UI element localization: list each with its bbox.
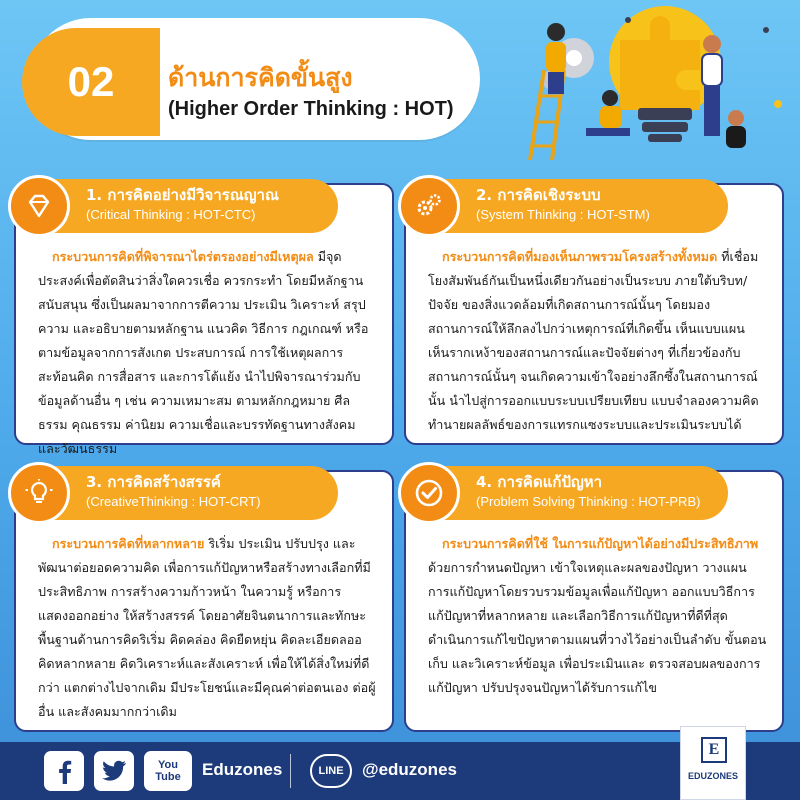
line-icon[interactable]: LINE	[310, 754, 352, 788]
card-highlight: กระบวนการคิดที่พิจารณาไตร่ตรองอย่างมีเหตุผล	[52, 249, 314, 264]
eduzones-logo	[680, 726, 746, 800]
twitter-link[interactable]	[94, 751, 134, 791]
card-title: 1. การคิดอย่างมีวิจารณญาณ	[86, 186, 279, 204]
facebook-icon	[53, 758, 75, 784]
card-subtitle: (Problem Solving Thinking : HOT-PRB)	[476, 494, 701, 509]
card-creative-thinking	[14, 470, 394, 732]
card-title: 2. การคิดเชิงระบบ	[476, 186, 601, 204]
card-body	[428, 245, 768, 437]
card-subtitle: (CreativeThinking : HOT-CRT)	[86, 494, 261, 509]
person-figure	[546, 23, 566, 94]
teamwork-illustration	[500, 0, 800, 168]
card-subtitle: (System Thinking : HOT-STM)	[476, 207, 650, 222]
gears-icon	[398, 175, 460, 237]
line-id: @eduzones	[362, 760, 457, 779]
lightbulb-icon	[8, 462, 70, 524]
logo-letter: E	[701, 737, 727, 763]
card-highlight: กระบวนการคิดที่ใช้ ในการแก้ปัญหาได้อย่างมีประสิทธิภาพ	[442, 536, 759, 551]
section-number: 02	[67, 58, 115, 105]
facebook-link[interactable]	[44, 751, 84, 791]
card-title: 3. การคิดสร้างสรรค์	[86, 473, 221, 491]
card-text: ริเริ่ม ประเมิน ปรับปรุง และพัฒนาต่อยอดความคิด เพื่อการแก้ปัญหาหรือสร้างทางเลือกที่มีประสิทธิภาพ การสร้างความก้าวหน้า ในความรู้ หรือการแสดงออกอย่าง ให้สร้างสรรค์ โดยอาศัยจินตนาการและทักษะพื้นฐานด้านการคิดริเริ่ม คิดคล่อง คิดยืดหยุ่น คิดละเอียดลออ คิดหลากหลาย คิดวิเคราะห์และสังเคราะห์ เพื่อให้ได้สิ่งใหม่ที่ดีกว่า แตกต่างไปจากเดิม มีประโยชน์และมีคุณค่าต่อตนเอง ต่อผู้อื่น และสังคมมากกว่าเดิม	[38, 536, 376, 719]
twitter-icon	[101, 760, 127, 782]
page-subtitle: (Higher Order Thinking : HOT)	[168, 98, 454, 120]
card-text: ที่เชื่อมโยงสัมพันธ์กันเป็นหนึ่งเดียวกันอย่างเป็นระบบ ภายใต้บริบท/ปัจจัย ของสิ่งแวดล้อมที่เกิดสถานการณ์นั้นๆ โดยมองสถานการณ์ให้ลึกลงไปกว่าเหตุการณ์ที่เกิดขึ้น เห็นแบบแผน เห็นรากเหง้าของสถานการณ์และปัจจัยต่างๆ ที่เกี่ยวข้องกับสถานการณ์นั้นๆ จนเกิดความเข้าใจอย่างลึกซึ้งในสถานการณ์นั้น นำไปสู่การออกแบบระบบเปรียบเทียบ แบบจำลองความคิด ทำนายผลลัพธ์ของการแทรกแซงระบบและประเมินระบบได้	[428, 249, 759, 432]
youtube-icon: You Tube	[155, 759, 181, 783]
card-problem-solving	[404, 470, 784, 732]
card-title: 4. การคิดแก้ปัญหา	[476, 473, 603, 491]
card-header	[398, 462, 728, 524]
card-header	[8, 462, 338, 524]
card-critical-thinking	[14, 183, 394, 456]
card-header	[8, 175, 338, 237]
card-highlight: กระบวนการคิดที่มองเห็นภาพรวมโครงสร้างทั้งหมด	[442, 249, 718, 264]
brand-name: Eduzones	[202, 760, 283, 779]
youtube-link[interactable]	[144, 751, 192, 791]
diamond-icon	[8, 175, 70, 237]
card-body	[38, 532, 378, 724]
checkmark-icon	[398, 462, 460, 524]
card-highlight: กระบวนการคิดที่หลากหลาย	[52, 536, 205, 551]
page-title: ด้านการคิดขั้นสูง	[168, 63, 353, 92]
card-system-thinking	[404, 183, 784, 445]
card-text: ด้วยการกำหนดปัญหา เข้าใจเหตุและผลของปัญหา วางแผนการแก้ปัญหาโดยรวบรวมข้อมูลเพื่อแก้ปัญหา ออกแบบวิธีการแก้ปัญหาที่หลากหลาย และเลือกวิธีการแก้ปัญหาที่ดีที่สุด ดำเนินการแก้ไขปัญหาตามแผนที่วางไว้อย่างเป็นลำดับ ขั้นตอน เก็บ และวิเคราะห์ข้อมูล เพื่อประเมินและ ตรวจสอบผลของการแก้ปัญหา ปรับปรุงจนปัญหาได้รับการแก้ไข	[428, 560, 767, 695]
card-body	[428, 532, 768, 700]
person-figure	[726, 110, 746, 148]
logo-name: EDUZONES	[687, 771, 738, 781]
card-subtitle: (Critical Thinking : HOT-CTC)	[86, 207, 256, 222]
card-header	[398, 175, 728, 237]
section-number-badge	[22, 28, 160, 136]
footer-divider	[290, 754, 291, 788]
card-text: มีจุดประสงค์เพื่อตัดสินว่าสิ่งใดควรเชื่อ ควรกระทำ โดยมีหลักฐานสนับสนุน ซึ่งเป็นผลมาจากการตีความ ประเมิน วิเคราะห์ สรุปความ และอธิบายตามหลักฐาน แนวคิด วิธีการ กฎเกณฑ์ หรือตามข้อมูลจากการสังเกต ประสบการณ์ การใช้เหตุผลการสะท้อนคิด การสื่อสาร และการโต้แย้ง นำไปพิจารณาร่วมกับข้อมูลด้านอื่น ๆ เช่น ความเหมาะสม ตามหลักกฎหมาย ศีลธรรม คุณธรรม ค่านิยม ความเชื่อและบรรทัดฐานทางสังคมและวัฒนธรรม	[38, 249, 369, 456]
card-body	[38, 245, 378, 461]
